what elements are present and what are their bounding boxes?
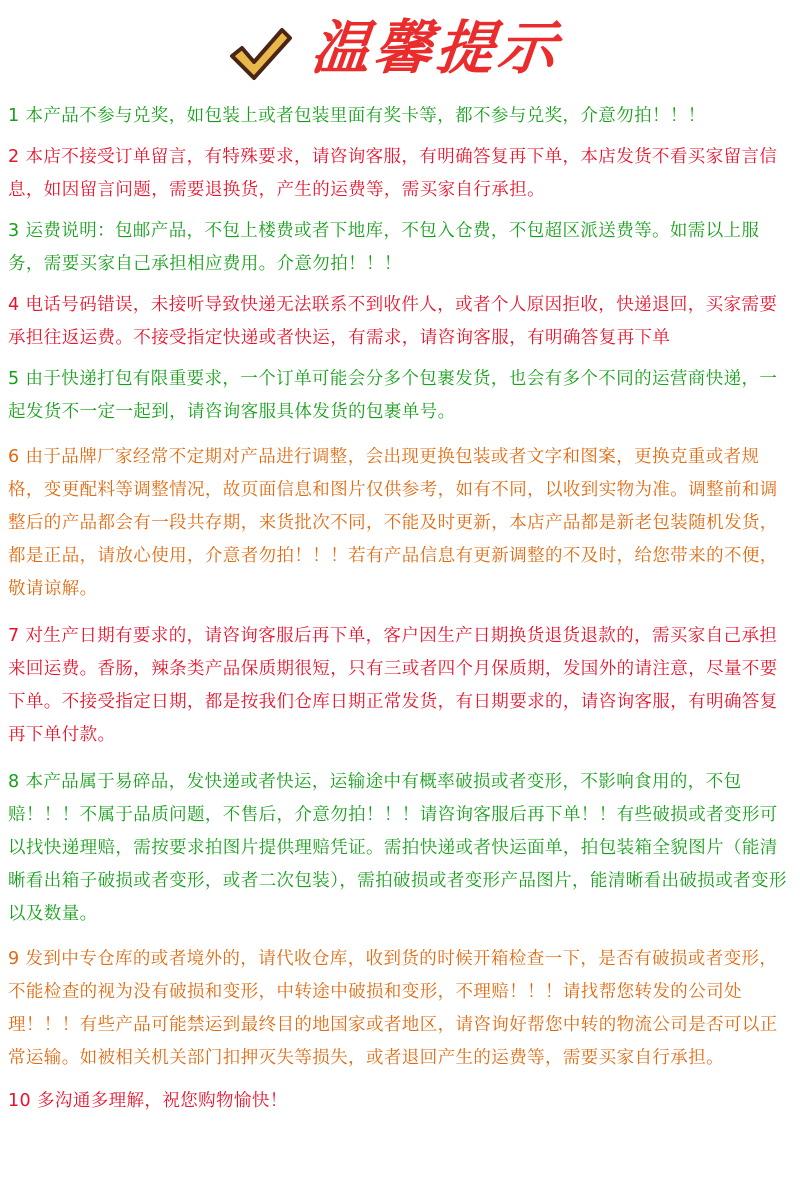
page-title: 温馨提示 bbox=[308, 14, 564, 82]
notice-item-5: 5 由于快递打包有限重要求，一个订单可能会分多个包裹发货，也会有多个不同的运营商快递，一起发货不一定一起到，请咨询客服具体发货的包裹单号。 bbox=[8, 369, 778, 422]
notice-item-1: 1 本产品不参与兑奖，如包装上或者包装里面有奖卡等，都不参与兑奖，介意勿拍！！！ bbox=[8, 106, 706, 126]
notice-item-10: 10 多沟通多理解，祝您购物愉快！ bbox=[8, 1091, 288, 1111]
notice-item-9: 9 发到中专仓库的或者境外的，请代收仓库，收到货的时候开箱检查一下，是否有破损或者变形，不能检查的视为没有破损和变形，中转途中破损和变形，不理赔！！！请找帮您转发的公司处理！！！有些产品可能禁运到最终目的地国家或者地区，请咨询好帮您中转的物流公司是否可以正常运输。如被相关机关部门扣押灭失等损失，或者退回产生的运费等，需要买家自行承担。 bbox=[8, 949, 778, 1068]
header bbox=[0, 0, 800, 100]
notice-item-8: 8 本产品属于易碎品，发快递或者快运，运输途中有概率破损或者变形，不影响食用的，不包赔！！！不属于品质问题，不售后，介意勿拍！！！请咨询客服后再下单！！有些破损或者变形可以找快递理赔，需按要求拍图片提供理赔凭证。需拍快递或者快运面单，拍包装箱全貌图片（能清晰看出箱子破损或者变形，或者二次包装），需拍破损或者变形产品图片，能清晰看出破损或者变形以及数量。 bbox=[8, 772, 787, 924]
notice-item-7: 7 对生产日期有要求的，请咨询客服后再下单，客户因生产日期换货退货退款的，需买家自己承担来回运费。香肠，辣条类产品保质期很短，只有三或者四个月保质期，发国外的请注意，尽量不要下单。不接受指定日期，都是按我们仓库日期正常发货，有日期要求的，请咨询客服，有明确答复再下单付款。 bbox=[8, 626, 778, 745]
notice-item-4: 4 电话号码错误，未接听导致快递无法联系不到收件人，或者个人原因拒收，快递退回，买家需要承担往返运费。不接受指定快递或者快运，有需求，请咨询客服，有明确答复再下单 bbox=[8, 295, 778, 348]
notice-item-3: 3 运费说明：包邮产品，不包上楼费或者下地库，不包入仓费，不包超区派送费等。如需以上服务，需要买家自己承担相应费用。介意勿拍！！！ bbox=[8, 221, 760, 274]
notice-item-2: 2 本店不接受订单留言，有特殊要求，请咨询客服，有明确答复再下单，本店发货不看买家留言信息，如因留言问题，需要退换货，产生的运费等，需买家自行承担。 bbox=[8, 147, 778, 200]
notice-list bbox=[8, 100, 792, 1118]
notice-item-6: 6 由于品牌厂家经常不定期对产品进行调整，会出现更换包装或者文字和图案，更换克重或者规格，变更配料等调整情况，故页面信息和图片仅供参考，如有不同，以收到实物为准。调整前和调整后的产品都会有一段共存期，来货批次不同，不能及时更新，本店产品都是新老包装随机发货，都是正品，请放心使用，介意者勿拍！！！若有产品信息有更新调整的不及时，给您带来的不便，敬请谅解。 bbox=[8, 447, 778, 599]
check-icon bbox=[228, 24, 294, 84]
